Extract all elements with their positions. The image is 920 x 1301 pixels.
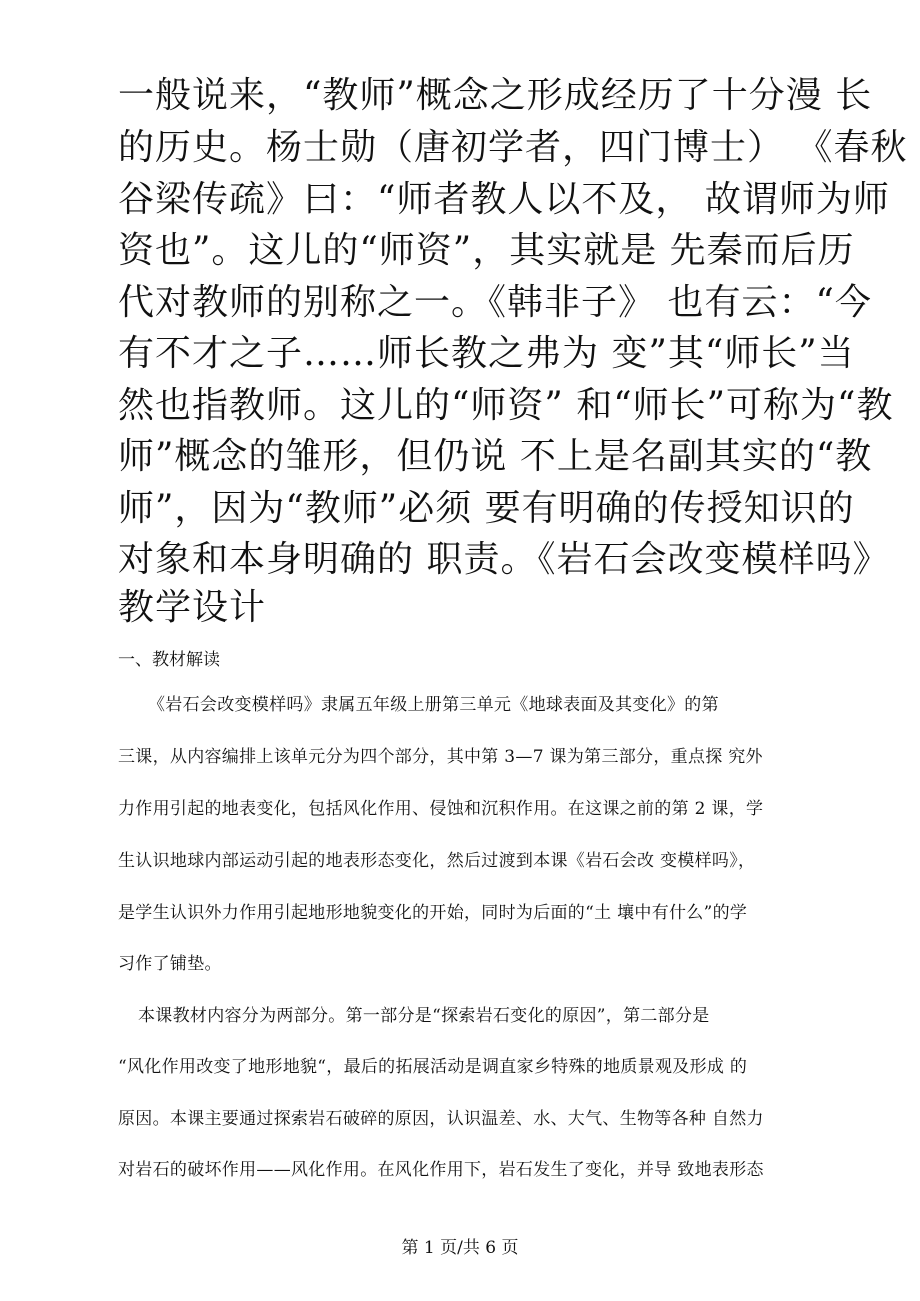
section-heading: 一、教材解读 (118, 650, 220, 670)
intro-line-8: 师”概念的雏形，但仍说 不上是名副其实的“教 (118, 436, 873, 477)
para2-line-2: “风化作用改变了地形地貌“，最后的拓展活动是调直家乡特殊的地质景观及形成 的 (118, 1057, 748, 1077)
intro-line-5: 代对教师的别称之一。《韩非子》 也有云：“今 (118, 282, 872, 323)
para1-line-6: 习作了铺垫。 (118, 954, 222, 974)
intro-line-11: 教学设计 (118, 587, 267, 628)
para1-line-1: 《岩石会改变模样吗》隶属五年级上册第三单元《地球表面及其变化》的第 (148, 695, 719, 715)
para2-line-1: 本课教材内容分为两部分。第一部分是“探索岩石变化的原因”，第二部分是 (138, 1006, 710, 1026)
intro-line-9: 师”，因为“教师”必须 要有明确的传授知识的 (118, 488, 855, 529)
intro-line-2: 的历史。杨士勋（唐初学者，四门博士） 《春秋 (118, 127, 908, 168)
intro-line-7: 然也指教师。这儿的“师资” 和“师长”可称为“教 (118, 385, 894, 426)
intro-line-4: 资也”。这儿的“师资”，其实就是 先秦而后历 (118, 230, 855, 271)
para1-line-2: 三课，从内容编排上该单元分为四个部分，其中第 3—7 课为第三部分，重点探 究外 (118, 747, 763, 767)
para1-line-5: 是学生认识外力作用引起地形地貌变化的开始，同时为后面的“土 壤中有什么”的学 (118, 903, 748, 923)
intro-line-1: 一般说来，“教师”概念之形成经历了十分漫 长 (118, 75, 873, 116)
intro-line-6: 有不才之子……师长教之弗为 变”其“师长”当 (118, 333, 855, 374)
intro-line-10: 对象和本身明确的 职责。《岩石会改变模样吗》 (118, 539, 890, 580)
para1-line-3: 力作用引起的地表变化，包括风化作用、侵蚀和沉积作用。在这课之前的第 2 课，学 (118, 799, 764, 819)
para1-line-4: 生认识地球内部运动引起的地表形态变化，然后过渡到本课《岩石会改 变模样吗》， (118, 851, 756, 871)
intro-line-3: 谷梁传疏》曰：“师者教人以不及， 故谓师为师 (118, 179, 890, 220)
page-number-footer: 第 1 页/共 6 页 (401, 1238, 519, 1258)
para2-line-4: 对岩石的破坏作用——风化作用。在风化作用下，岩石发生了变化，并导 致地表形态 (118, 1160, 764, 1180)
para2-line-3: 原因。本课主要通过探索岩石破碎的原因，认识温差、水、大气、生物等各种 自然力 (118, 1109, 764, 1129)
